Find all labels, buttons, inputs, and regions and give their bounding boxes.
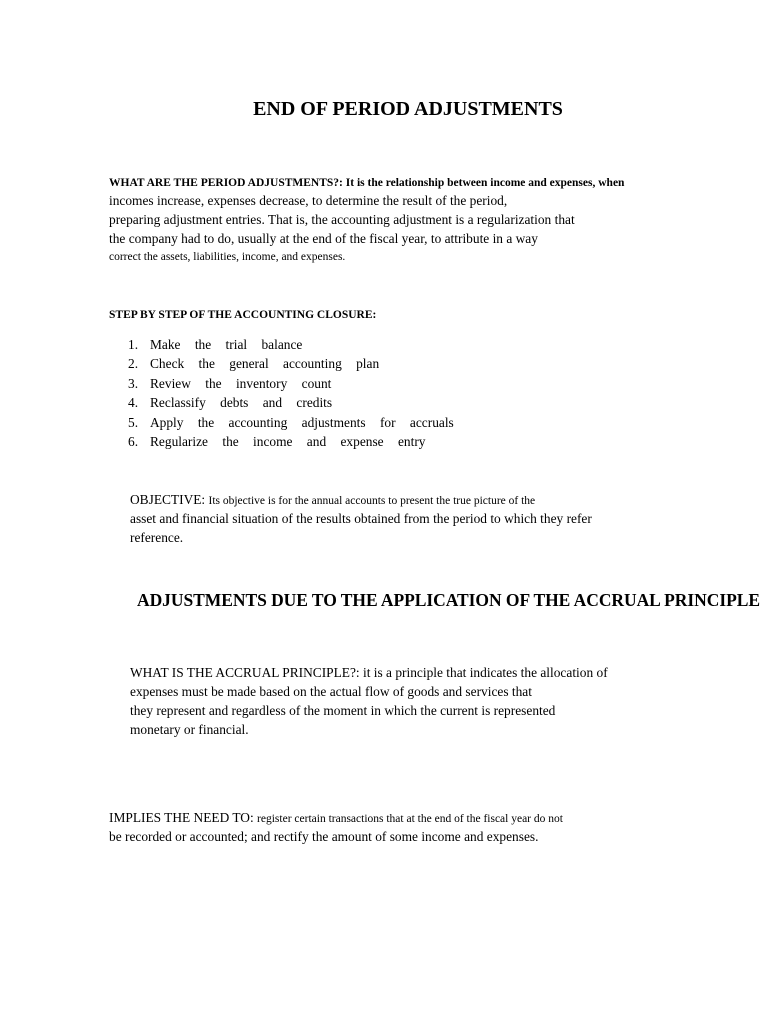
steps-heading: STEP BY STEP OF THE ACCOUNTING CLOSURE: — [109, 309, 377, 321]
list-item: 4. Reclassify debts and credits — [128, 395, 333, 411]
accrual-section-title: ADJUSTMENTS DUE TO THE APPLICATION OF THE ACCRUAL PRINCIPLE — [137, 590, 760, 610]
list-item: 3. Review the inventory count — [128, 375, 332, 391]
implies-line-1-text: register certain transactions that at the end of the fiscal year do not — [257, 813, 563, 825]
list-item: 1. Make the trial balance — [128, 337, 303, 352]
definition-line-5: correct the assets, liabilities, income, and expenses. — [109, 251, 346, 263]
list-item: 6. Regularize the income and expense entry — [128, 433, 426, 449]
definition-line-3: preparing adjustment entries. That is, the accounting adjustment is a regularization that — [109, 212, 575, 227]
definition-label: WHAT ARE THE PERIOD ADJUSTMENTS?: — [109, 177, 346, 189]
definition-line-4: the company had to do, usually at the end of the fiscal year, to attribute in a way — [109, 231, 538, 246]
objective-line-2: asset and financial situation of the results obtained from the period to which they refer — [130, 511, 592, 526]
implies-label: IMPLIES THE NEED TO: — [109, 810, 258, 825]
definition-line-2: incomes increase, expenses decrease, to determine the result of the period, — [109, 193, 508, 208]
implies-line-2: be recorded or accounted; and rectify the amount of some income and expenses. — [109, 829, 539, 844]
document-title: END OF PERIOD ADJUSTMENTS — [253, 98, 563, 120]
list-item: 2. Check the general accounting plan — [128, 356, 380, 372]
accrual-line-2: expenses must be made based on the actual flow of goods and services that — [130, 684, 532, 699]
objective-line-1-text: Its objective is for the annual accounts to present the true picture of the — [208, 495, 536, 507]
accrual-line-4: monetary or financial. — [130, 722, 249, 737]
objective-line-3: reference. — [130, 530, 184, 545]
objective-label: OBJECTIVE: — [130, 492, 209, 507]
accrual-line-3: they represent and regardless of the moment in which the current is represented — [130, 703, 556, 718]
list-item: 5. Apply the accounting adjustments for accruals — [128, 414, 454, 430]
accrual-line-1: WHAT IS THE ACCRUAL PRINCIPLE?: it is a principle that indicates the allocation of — [130, 665, 608, 680]
definition-line-1-text: It is the relationship between income and expenses, when — [345, 177, 625, 189]
steps-list — [128, 335, 454, 451]
